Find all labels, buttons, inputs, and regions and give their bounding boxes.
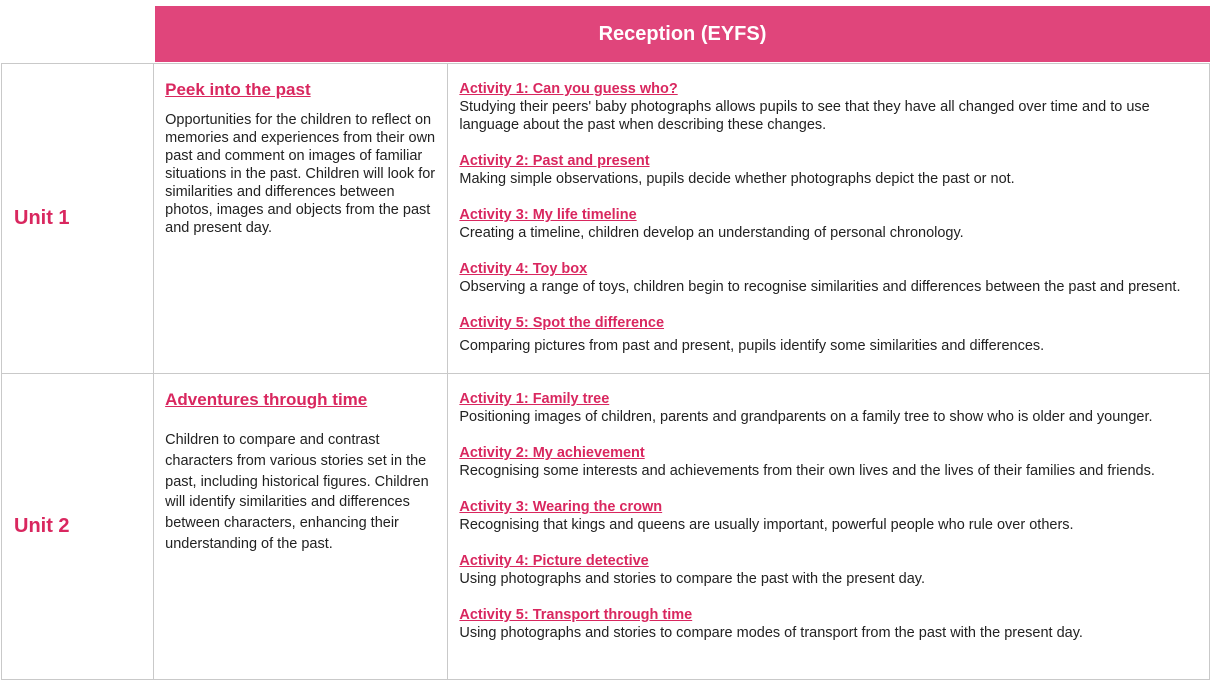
unit-title-link[interactable]: Peek into the past xyxy=(165,80,311,99)
unit-description-cell xyxy=(154,374,448,680)
activity-title-link[interactable]: Activity 2: My achievement xyxy=(459,445,645,461)
activity-description: Recognising that kings and queens are usually important, powerful people who rule over others. xyxy=(459,517,1074,533)
unit-description-cell xyxy=(154,64,448,374)
activity-description: Recognising some interests and achievements from their own lives and the lives of their families and friends. xyxy=(459,463,1155,479)
activity-description: Studying their peers' baby photographs allows pupils to see that they have all changed over time and to use language about the past when describing these changes. xyxy=(459,99,1150,133)
activity-item xyxy=(459,80,1201,134)
activity-description: Using photographs and stories to compare modes of transport from the past with the present day. xyxy=(459,625,1083,641)
table-row-unit-2 xyxy=(2,374,1210,680)
unit-label-cell xyxy=(2,374,154,680)
activity-title-link[interactable]: Activity 4: Toy box xyxy=(459,261,588,277)
table-header-reception-eyfs xyxy=(155,6,1210,62)
activity-item xyxy=(459,498,1201,534)
activity-title-link[interactable]: Activity 2: Past and present xyxy=(459,153,650,169)
unit-label: Unit 2 xyxy=(14,515,70,537)
activity-title-link[interactable]: Activity 5: Transport through time xyxy=(459,607,693,623)
unit-label: Unit 1 xyxy=(14,207,70,229)
activity-item xyxy=(459,444,1201,480)
activity-item xyxy=(459,606,1201,642)
table-row-unit-1 xyxy=(2,64,1210,374)
unit-description: Children to compare and contrast characters from various stories set in the past, including historical figures. Children will identify similarities and differences between characters, enhancing their understanding of the past. xyxy=(165,432,429,552)
activity-item xyxy=(459,152,1201,188)
activities-cell xyxy=(448,64,1210,374)
activity-title-link[interactable]: Activity 3: My life timeline xyxy=(459,207,637,223)
unit-description: Opportunities for the children to reflect on memories and experiences from their own past and comment on images of familiar situations in the past. Children will look for similarities and differences between photos, images and objects from the past and present day. xyxy=(165,112,436,236)
activity-title-link[interactable]: Activity 5: Spot the difference xyxy=(459,315,665,331)
activity-title-link[interactable]: Activity 3: Wearing the crown xyxy=(459,499,663,515)
activity-title-link[interactable]: Activity 1: Family tree xyxy=(459,391,610,407)
activity-description: Creating a timeline, children develop an understanding of personal chronology. xyxy=(459,225,964,241)
activity-description: Comparing pictures from past and present, pupils identify some similarities and differences. xyxy=(459,338,1045,354)
activity-item xyxy=(459,314,1201,355)
curriculum-table xyxy=(1,63,1210,680)
activity-description: Observing a range of toys, children begin to recognise similarities and differences between the past and present. xyxy=(459,279,1181,295)
activity-item xyxy=(459,206,1201,242)
activity-title-link[interactable]: Activity 4: Picture detective xyxy=(459,553,649,569)
activity-description: Making simple observations, pupils decide whether photographs depict the past or not. xyxy=(459,171,1015,187)
activity-title-link[interactable]: Activity 1: Can you guess who? xyxy=(459,81,678,97)
activity-description: Using photographs and stories to compare the past with the present day. xyxy=(459,571,925,587)
activity-item xyxy=(459,390,1201,426)
unit-label-cell xyxy=(2,64,154,374)
activity-item xyxy=(459,552,1201,588)
header-title: Reception (EYFS) xyxy=(598,22,767,45)
activity-description: Positioning images of children, parents and grandparents on a family tree to show who is older and younger. xyxy=(459,409,1153,425)
unit-title-link[interactable]: Adventures through time xyxy=(165,390,368,409)
activities-cell xyxy=(448,374,1210,680)
activity-item xyxy=(459,260,1201,296)
